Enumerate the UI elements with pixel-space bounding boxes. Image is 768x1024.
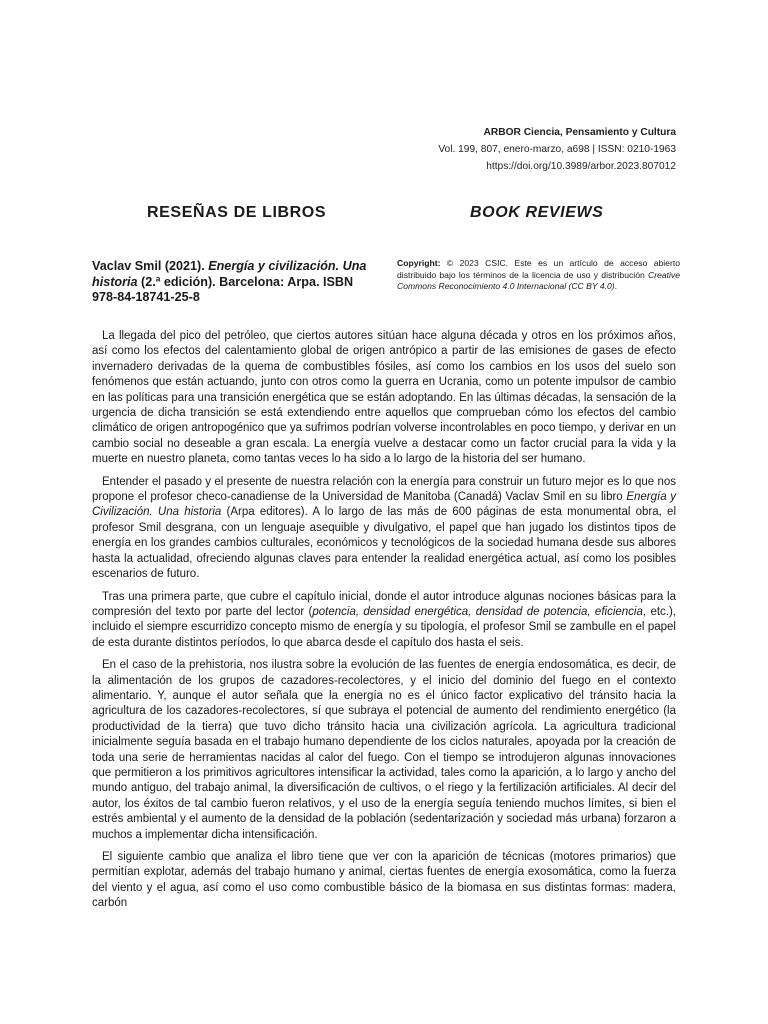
copyright-label: Copyright: (397, 258, 441, 268)
paragraph-2-text-a: Entender el pasado y el presente de nuestra relación con la energía para construir un futuro mejor es lo que nos propone el profesor checo-canadiense de la Universidad de Manitoba (Canadá) Vaclav Smil en su libro (92, 475, 676, 504)
paragraph-2-text-c: (Arpa editores). A lo largo de las más de 600 páginas de esta monumental obra, el profesor Smil desgrana, con un lenguaje asequible y divulgativo, el papel que han jugado los distintos tipos de energía en los grandes cambios culturales, económicos y tecnológicos de la sociedad humana desde sus albores hasta la actualidad, ofreciendo algunas claves para entender la realidad energética actual, así como los posibles escenarios de futuro. (92, 506, 676, 581)
concepts-italic: potencia, densidad energética, densidad de potencia, eficiencia (312, 605, 643, 618)
paragraph-3-text-c: , etc.), incluido el siempre escurridizo concepto mismo de energía y su tipología, el profesor Smil se zambulle en el papel de esta durante distintos períodos, lo que abarca desde el capítulo dos hasta el seis. (92, 605, 677, 649)
copyright-end: . (614, 281, 618, 292)
paragraph-5: El siguiente cambio que analiza el libro tiene que ver con la aparición de técnicas (motores primarios) que permitían explotar, además del trabajo humano y animal, ciertas fuentes de energía exosomática, como la fuerza del viento y el agua, así como el uso como combustible básico de la biomasa en sus distintas formas: madera, carbón (92, 851, 676, 910)
citation-details: (2.ª edición). Barcelona: Arpa. ISBN 978-84-18741-25-8 (92, 274, 354, 304)
citation-author: Vaclav Smil (2021). (92, 259, 209, 273)
journal-name: ARBOR Ciencia, Pensamiento y Cultura (483, 127, 676, 138)
journal-header (438, 124, 676, 175)
license-name[interactable]: Creative Commons Reconocimiento 4.0 Internacional (CC BY 4.0) (397, 269, 680, 292)
paragraph-2 (92, 475, 676, 583)
doi-link[interactable]: https://doi.org/10.3989/arbor.2023.807012 (486, 161, 676, 172)
volume-line: Vol. 199, 807, enero-marzo, a698 | ISSN: 0210-1963 (438, 144, 676, 155)
book-citation (92, 259, 377, 306)
review-body (92, 329, 676, 919)
citation-title: Energía y civilización. Una historia (92, 259, 367, 289)
paragraph-3 (92, 590, 676, 652)
copyright-text: © 2023 CSIC. Este es un artículo de acceso abierto distribuido bajo los términos de la licencia de uso y distribución (397, 258, 680, 280)
section-title-es: RESEÑAS DE LIBROS (147, 204, 327, 221)
section-title-en: BOOK REVIEWS (470, 204, 604, 221)
paragraph-1: La llegada del pico del petróleo, que ciertos autores sitúan hace alguna década y otros en los próximos años, así como los efectos del calentamiento global de origen antrópico a partir de las emisiones de gases de efecto invernadero derivadas de la quema de combustibles fósiles, así como los cambios en los usos del suelo son fenómenos que están actuando, junto con otros como la guerra en Ucrania, como un potente impulsor de cambio en las políticas para una transición energética que se están adoptando. En las últimas décadas, la sensación de la urgencia de dicha transición se está extendiendo entre aquellos que comprueban cómo los efectos del cambio climático de origen antropogénico que ya sufrimos podrían volverse incontrolables en poco tiempo, y derivar en un cambio social no deseable a gran escala. La energía vuelve a destacar como un factor crucial para la vida y la muerte en nuestro planeta, como tantas veces lo ha sido a lo largo de la historia del ser humano. (92, 330, 676, 466)
book-title-italic: Energía y Civilización. Una historia (92, 491, 676, 519)
paragraph-3-text-a: Tras una primera parte, que cubre el capítulo inicial, donde el autor introduce algunas nociones básicas para la compresión del texto por parte del lector ( (92, 590, 676, 618)
paragraph-4: En el caso de la prehistoria, nos ilustra sobre la evolución de las fuentes de energía endosomática, es decir, de la alimentación de los grupos de cazadores-recolectores, y el inicio del dominio del fuego en el contexto alimentario. Y, aunque el autor señala que la energía no es el único factor explicativo del tránsito hacia la agricultura de los cazadores-recolectores, sí que subraya el potencial de aumento del rendimiento energético (la productividad de la tierra) que tuvo dicho tránsito hacia una civilización agrícola. La agricultura tradicional inicialmente seguía basada en el trabajo humano dependiente de los ciclos naturales, apoyada por la creación de toda una serie de herramientas nacidas al calor del fuego. Con el tiempo se introdujeron algunas innovaciones que permitieron a los primitivos agricultores intensificar la actividad, tales como la aparición, a lo largo y ancho del mundo antiguo, del trabajo animal, la diversificación de cultivos, o el riego y la fertilización artificiales. Al decir del autor, los éxitos de tal cambio fueron relativos, y el uso de la energía seguía teniendo muchos límites, si bien el estrés ambiental y el aumento de la densidad de la población (sedentarización y sociedad más urbana) forzaron a muchos a implementar dicha intensificación. (92, 659, 676, 841)
copyright-notice (397, 258, 680, 293)
